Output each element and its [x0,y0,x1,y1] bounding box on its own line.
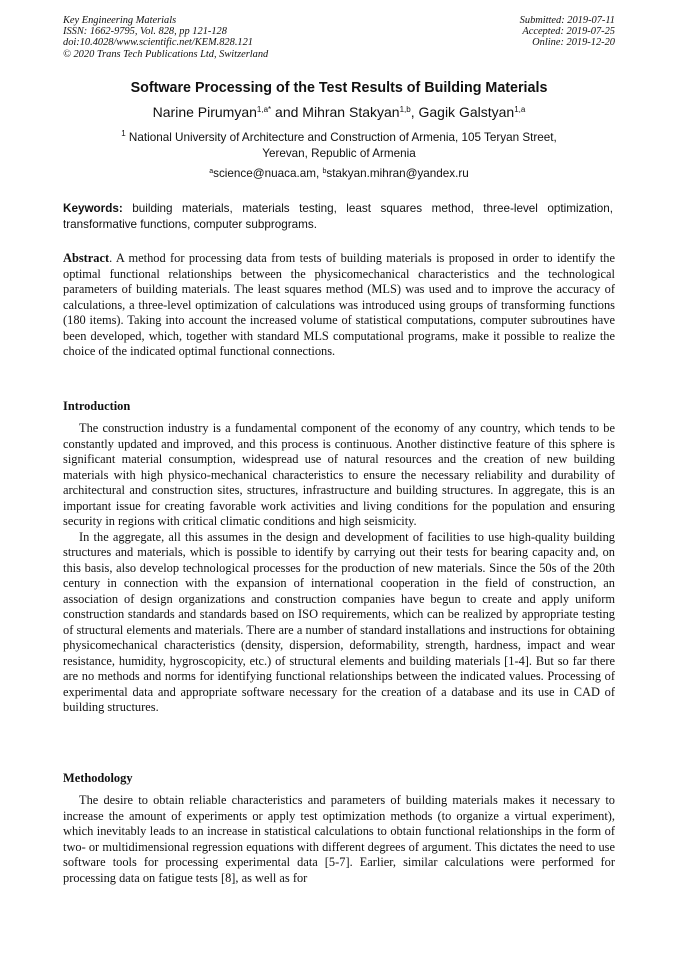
journal-copyright: © 2020 Trans Tech Publications Ltd, Switzerland [63,48,269,60]
author-sup: 1,b [399,105,411,114]
abstract-label: Abstract [63,251,110,265]
paper-title: Software Processing of the Test Results of Building Materials [130,80,548,96]
abstract-text: . A method for processing data from tests of building materials is proposed in order to identify the optimal functional relationships between the physicomechanical characteristics and the technological parameters of building materials. The least squares method (MLS) was used and to improve the accuracy of calculations, a three-level optimization of calculations was introduced using groups of transforming functions (180 items). Taking into account the increased volume of statistical computations, computer subroutines have been developed, which, together with standard MLS computational programs, make it possible to realize the choice of the indicated optimal functional connections. [63,251,615,358]
keywords-text: building materials, materials testing, least squares method, three-level optimization, transformative functions, computer subprograms. [63,202,613,231]
journal-issn: ISSN: 1662-9795, Vol. 828, pp 121-128 [63,26,227,38]
author-separator: , [410,104,419,120]
email-sup: b [322,168,327,175]
author-sup: 1,a [514,105,526,114]
affiliation [90,130,588,162]
paragraph: The desire to obtain reliable characteristics and parameters of building materials makes it necessary to increase the amount of experiments or apply test optimization methods (to organize a virtual experiment), which inevitably leads to an increase in statistical calculations to obtain functional relationships in the form of two- or multidimensional regression equations with different degrees of argument. This dictates the need to use software tools for processing experimental data [5-7]. Earlier, similar calculations were performed for processing data on fatigue tests [8], as well as for [63,793,615,885]
author-name: Narine Pirumyan [152,104,257,120]
affiliation-text: National University of Architecture and Construction of Armenia, 105 Teryan Street, [125,131,557,144]
author-emails [0,167,678,180]
section-heading-introduction: Introduction [63,399,131,413]
author-name: Mihran Stakyan [302,104,400,120]
email-address: science@nuaca.am [213,167,316,180]
journal-name: Key Engineering Materials [63,15,177,26]
journal-info [63,15,268,60]
email-address: stakyan.mihran@yandex.ru [326,167,469,180]
author-sup: 1,a* [256,105,272,114]
submitted-date: Submitted: 2019-07-11 [519,15,615,26]
author-name: Gagik Galstyan [418,104,515,120]
keywords [63,201,613,232]
section-heading-methodology: Methodology [63,771,133,785]
affiliation-line-2: Yerevan, Republic of Armenia [262,147,416,160]
introduction-body [63,421,615,716]
email-sup: a [209,168,214,175]
paragraph: In the aggregate, all this assumes in the design and development of facilities to use high-quality building structures and materials, which is possible to identify by carrying out their tests for bearing capacity and, on this basis, also develop technological processes for the production of new materials. Since the 50s of the 20th century in connection with the expansion of international cooperation in the field of construction, an association of design organizations and construction companies have begun to create and apply uniform construction standards and standards based on ISO requirements, which can be realized by appropriate testing of structural elements and materials. There are a number of standard installations and instructions for obtaining physicomechanical characteristics (density, dispersion, deformability, strength, hardness, impact and wear resistance, humidity, hygroscopicity, etc.) of structural elements and building materials [1-4]. But so far there are no methods and norms for identifying functional relationships between the indicated values. Processing of experimental data and appropriate software necessary for the creation of a database and its use in CAD of building structures. [63,529,615,714]
journal-doi: doi:10.4028/www.scientific.net/KEM.828.121 [63,37,253,49]
methodology-body [63,793,615,886]
paragraph: The construction industry is a fundamental component of the economy of any country, which tends to be constantly updated and improved, and this process is continuous. Another distinctive feature of this sphere is significant material consumption, widespread use of natural resources and the creation of new building materials with high physico-mechanical characteristics to ensure the necessary reliability and durability of architectural and construction sites, structures, infrastructure and building structures. In aggregate, this is an important issue for creating favorable work activities and living conditions for the population and ensuring security in regions with critical climatic conditions and high seismicity. [63,421,615,528]
author-separator: and [271,104,303,120]
author-list [0,104,678,120]
affiliation-sup: 1 [121,129,126,138]
affiliation-line-1 [90,130,588,146]
keywords-label: Keywords: [63,202,123,215]
email-separator: , [315,167,323,180]
online-date: Online: 2019-12-20 [532,37,615,49]
abstract [63,251,615,360]
submission-dates [520,15,615,49]
accepted-date: Accepted: 2019-07-25 [522,26,615,38]
